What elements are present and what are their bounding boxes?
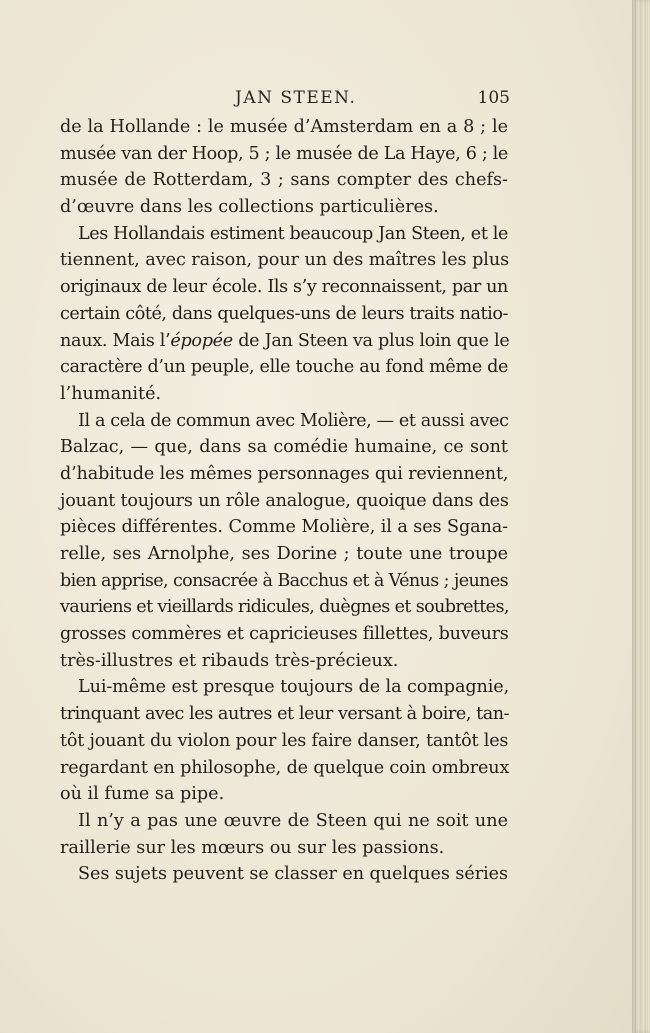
italic-word: épopée — [170, 330, 233, 351]
text-line: musée van der Hoop, 5 ; le musée de La Haye, 6 ; le — [60, 143, 508, 164]
text-line: bien apprise, consacrée à Bacchus et à Vénus ; jeunes — [60, 570, 508, 591]
text-line-mixed — [60, 328, 508, 355]
text-line: caractère d’un peuple, elle touche au fond même de — [60, 357, 509, 378]
text-line: grosses commères et capricieuses fillettes, buveurs — [60, 624, 509, 645]
text-line: regardant en philosophe, de quelque coin ombreux — [60, 757, 510, 778]
text-line: vauriens et vieillards ridicules, duègnes et soubrettes, — [60, 597, 509, 618]
text-line: tôt jouant du violon pour les faire danser, tantôt les — [60, 730, 509, 751]
text-line: Balzac, — que, dans sa comédie humaine, ce sont — [60, 437, 508, 458]
text-line: Il n’y a pas une œuvre de Steen qui ne soit une — [78, 810, 508, 831]
text-segment: naux. Mais l’ — [60, 330, 171, 351]
text-line: très-illustres et ribauds très-précieux. — [60, 650, 399, 671]
text-line: jouant toujours un rôle analogue, quoique dans des — [60, 490, 509, 511]
text-line: d’habitude les mêmes personnages qui reviennent, — [60, 463, 509, 484]
text-line: Lui-même est presque toujours de la compagnie, — [78, 677, 510, 698]
text-line: raillerie sur les mœurs ou sur les passions. — [60, 837, 445, 858]
text-line: musée de Rotterdam, 3 ; sans compter des chefs- — [60, 170, 508, 191]
page-header — [60, 88, 510, 112]
text-line: d’œuvre dans les collections particulières. — [60, 197, 439, 218]
text-line: tiennent, avec raison, pour un des maîtres les plus — [60, 250, 510, 271]
text-line: trinquant avec les autres et leur versant à boire, tan- — [60, 704, 510, 725]
page-number: 105 — [477, 88, 510, 108]
text-line: l’humanité. — [60, 383, 162, 404]
page-edges — [632, 0, 650, 1033]
running-title: JAN STEEN. — [235, 88, 357, 108]
text-line: Les Hollandais estiment beaucoup Jan Steen, et le — [78, 223, 508, 244]
text-line: où il fume sa pipe. — [60, 784, 225, 805]
text-line: Ses sujets peuvent se classer en quelques séries — [78, 864, 508, 885]
text-line: Il a cela de commun avec Molière, — et aussi avec — [78, 410, 509, 431]
text-line: certain côté, dans quelques-uns de leurs traits natio- — [60, 303, 508, 324]
body-text — [60, 114, 508, 888]
text-line: de la Hollande : le musée d’Amsterdam en a 8 ; le — [60, 117, 508, 137]
text-line: relle, ses Arnolphe, ses Dorine ; toute une troupe — [60, 544, 508, 564]
text-segment: de Jan Steen va plus loin que le — [232, 330, 510, 351]
text-line: originaux de leur école. Ils s’y reconnaissent, par un — [60, 277, 508, 298]
text-line: pièces différentes. Comme Molière, il a ses Sgana- — [60, 517, 508, 538]
